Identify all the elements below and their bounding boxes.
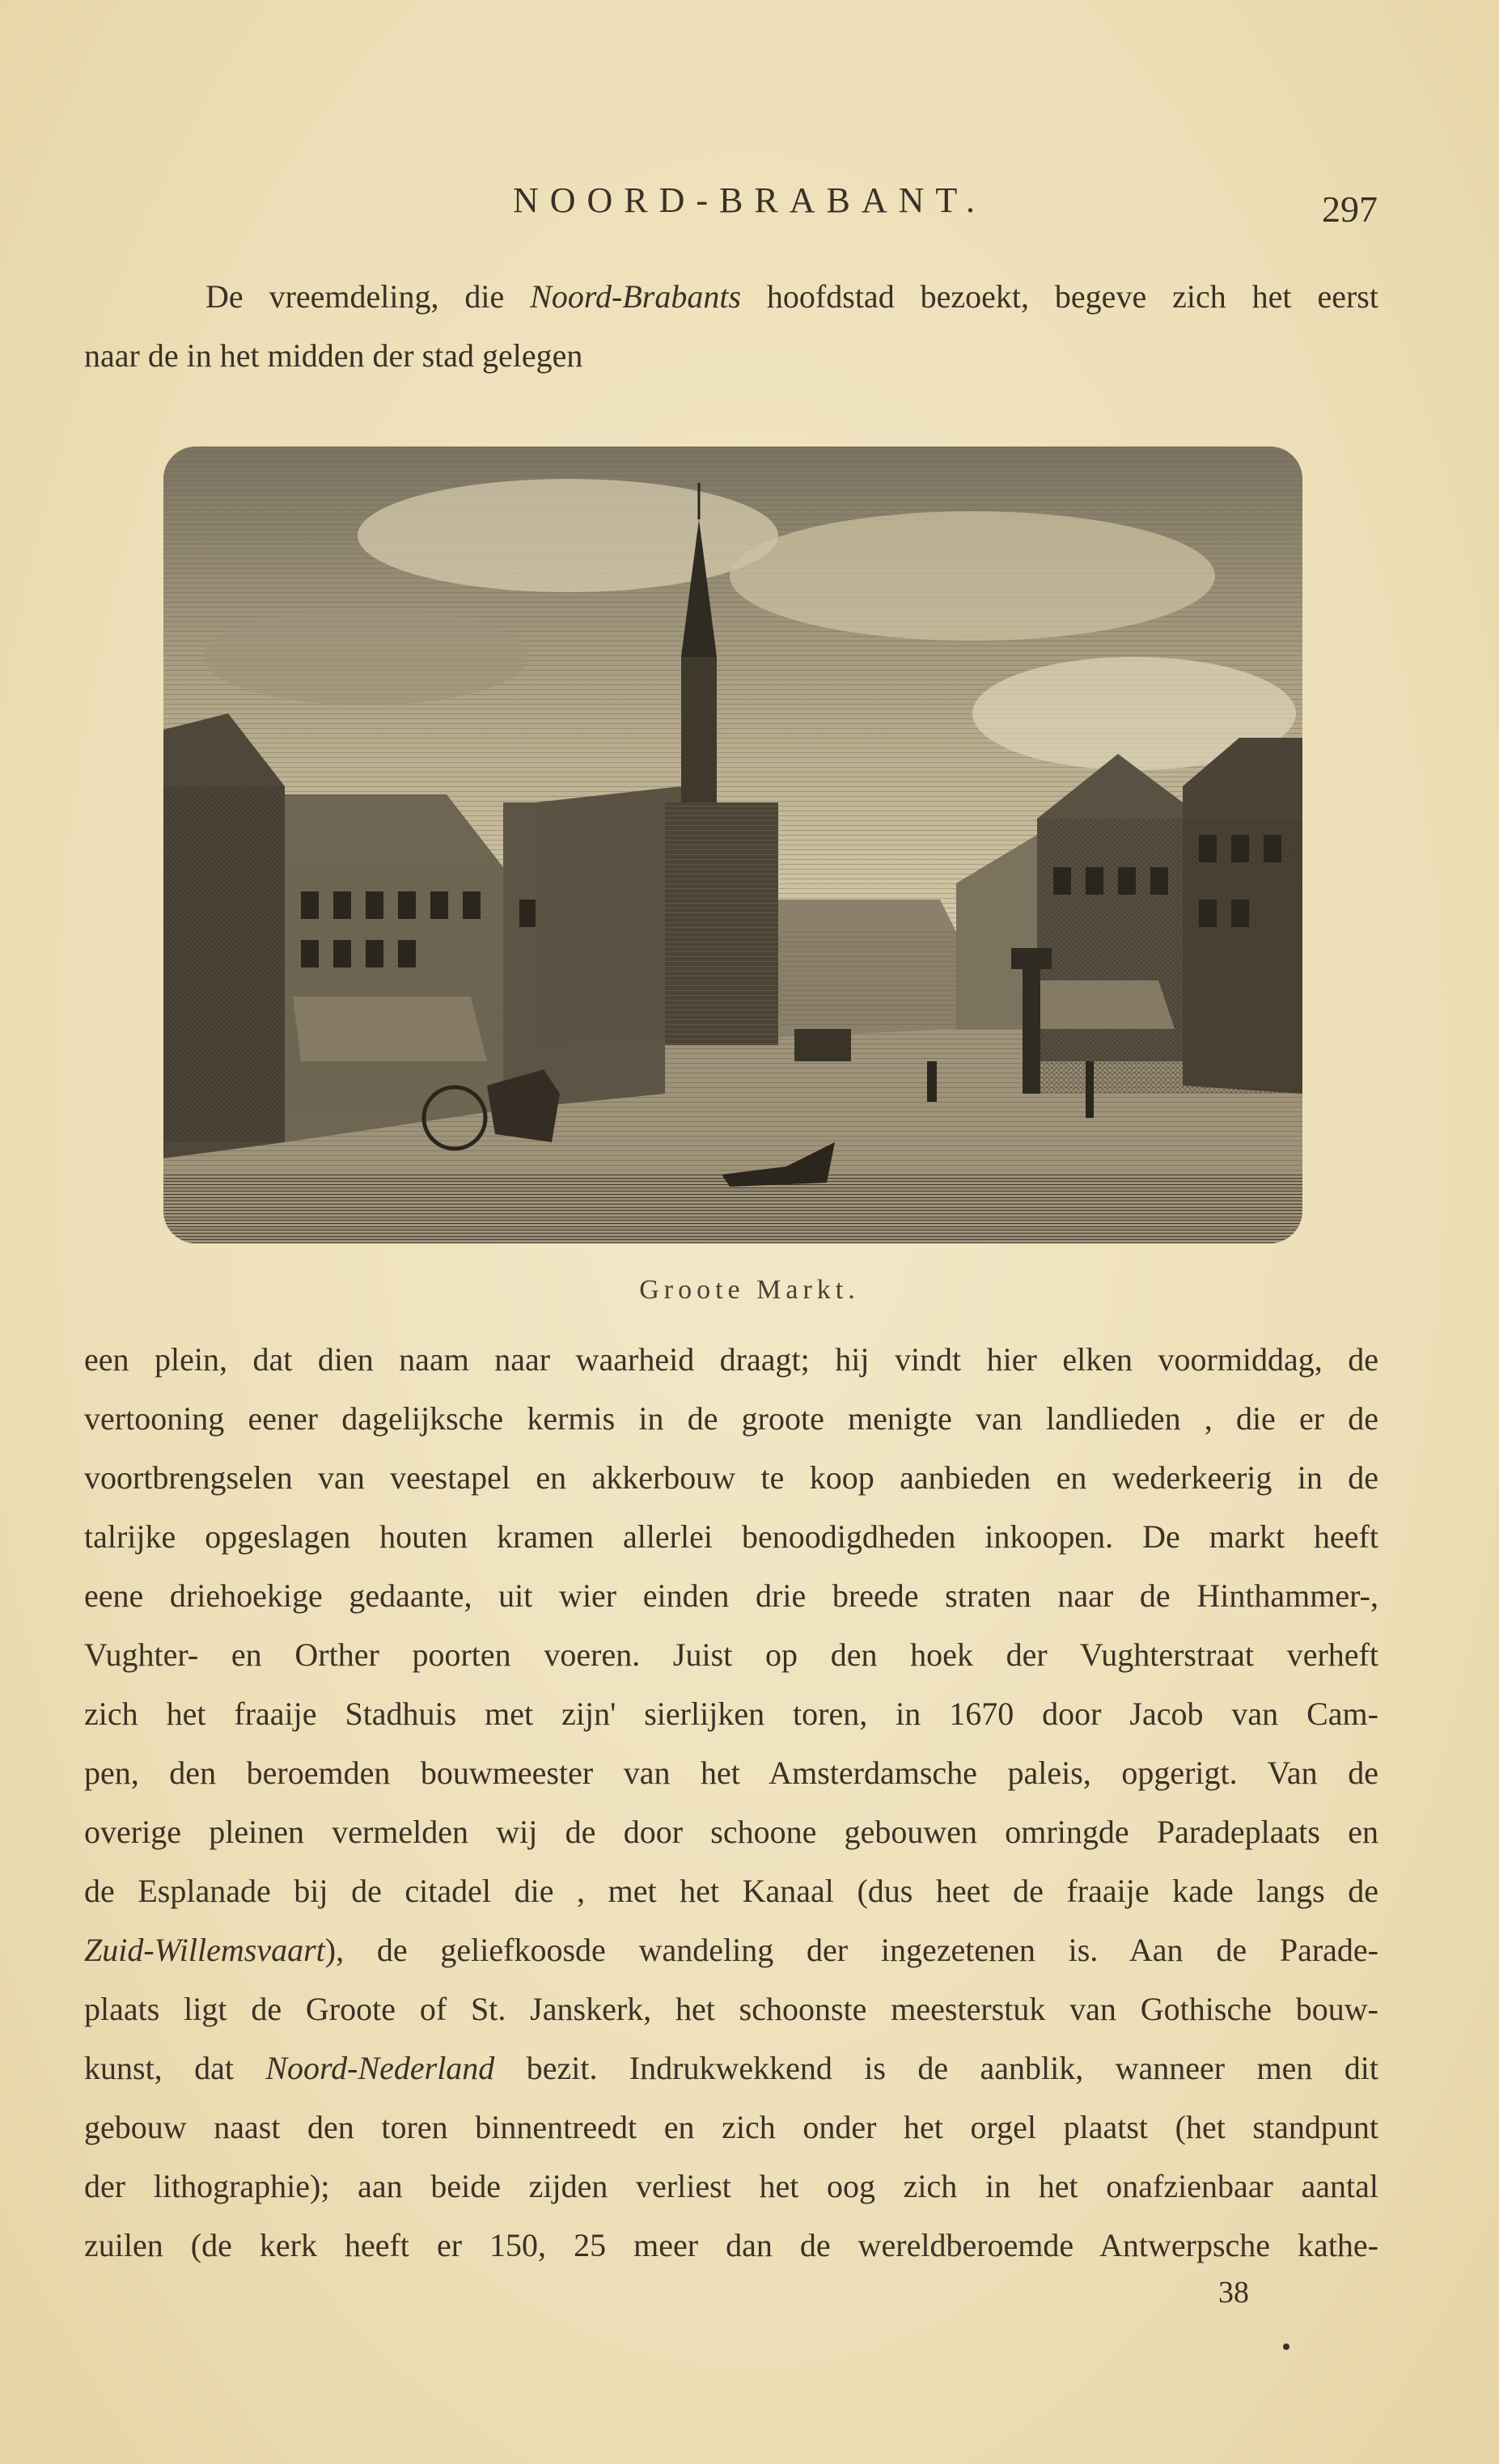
body-line-4: talrijke opgeslagen houten kramen allerlei benoodigdheden inkoopen. De markt heeft [84, 1518, 1378, 1555]
body-line-12: plaats ligt de Groote of St. Janskerk, het schoonste meesterstuk van Gothische bouw- [84, 1991, 1378, 2027]
signature-mark: 38 [1218, 2276, 1249, 2309]
body-line-5: eene driehoekige gedaante, uit wier einden drie breede straten naar de Hinthammer-, [84, 1577, 1378, 1614]
body-line-14: gebouw naast den toren binnentreedt en zich onder het orgel plaatst (het standpunt [84, 2109, 1378, 2145]
emphasis-noord-brabants: Noord-Brabants [530, 278, 741, 315]
body-line-11: Zuid-Willemsvaart), de geliefkoosde wandeling der ingezetenen is. Aan de Parade- [84, 1932, 1378, 1968]
body-line-8: pen, den beroemden bouwmeester van het Amsterdamsche paleis, opgerigt. Van de [84, 1755, 1378, 1791]
body-line-13: kunst, dat Noord-Nederland bezit. Indrukwekkend is de aanblik, wanneer men dit [84, 2050, 1379, 2086]
body-line-2: vertooning eener dagelijksche kermis in de groote menigte van landlieden , die er de [84, 1400, 1378, 1437]
body-line-16: zuilen (de kerk heeft er 150, 25 meer dan de wereldberoemde Antwerpsche kathe- [84, 2227, 1378, 2263]
body-line-15: der lithographie); aan beide zijden verliest het oog zich in het onafzienbaar aantal [84, 2168, 1378, 2204]
page-number: 297 [1322, 188, 1378, 230]
running-title: NOORD-BRABANT. [512, 180, 987, 220]
figure-caption: Groote Markt. [639, 1275, 860, 1305]
ink-dot [1283, 2343, 1289, 2350]
body-line-7: zich het fraaije Stadhuis met zijn' sierlijken toren, in 1670 door Jacob van Cam- [84, 1696, 1378, 1732]
body-line-10: de Esplanade bij de citadel die , met het Kanaal (dus heet de fraaije kade langs de [84, 1873, 1378, 1909]
body-line-3: voortbrengselen van veestapel en akkerbouw te koop aanbieden en wederkeerig in de [84, 1459, 1378, 1496]
emphasis-noord-nederland: Noord-Nederland [265, 2050, 495, 2086]
body-paragraph [84, 1330, 1378, 2275]
body-line-1: een plein, dat dien naam naar waarheid draagt; hij vindt hier elken voormiddag, de [84, 1341, 1378, 1378]
intro-paragraph [84, 267, 1378, 385]
engraving-groote-markt [163, 447, 1302, 1243]
emphasis-zuid-willemsvaart: Zuid-Willemsvaart [84, 1932, 325, 1968]
intro-line-2: naar de in het midden der stad gelegen [84, 337, 583, 374]
body-line-6: Vughter- en Orther poorten voeren. Juist op den hoek der Vughterstraat verheft [84, 1636, 1378, 1673]
body-line-9: overige pleinen vermelden wij de door schoone gebouwen omringde Paradeplaats en [84, 1814, 1378, 1850]
intro-line-1: De vreemdeling, die Noord-Brabants hoofdstad bezoekt, begeve zich het eerst [205, 278, 1378, 315]
